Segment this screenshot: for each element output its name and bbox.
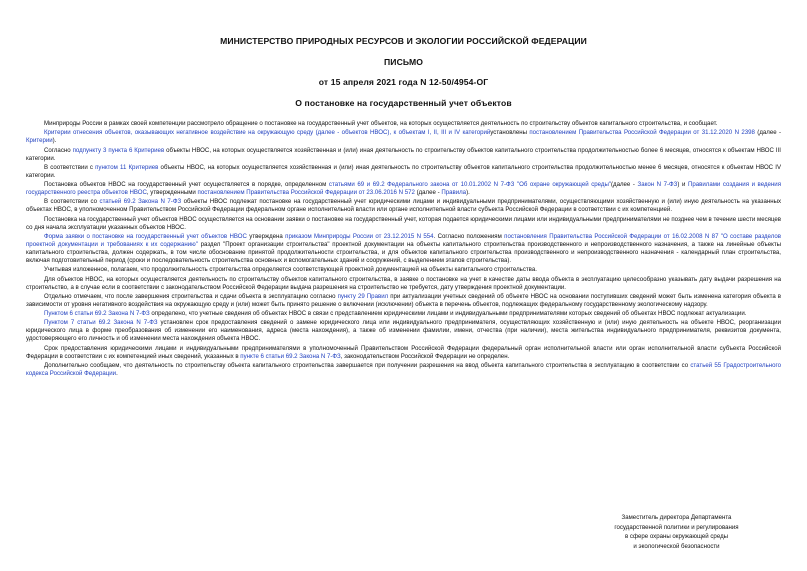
paragraph	[26, 129, 781, 145]
paragraph-text: В соответствии с	[44, 163, 96, 171]
paragraph-text: В соответствии со	[44, 198, 100, 206]
document-link[interactable]: Критерии отнесения объектов, оказывающих негативное воздействие на окружающую среду (далее - объектов НВОС), к объектам I, II, III и IV категорий	[44, 129, 491, 137]
paragraph-text: Постановка на государственный учет объектов НВОС осуществляется на основании заявки о постановке на государственный учет, которая подается юридическими лицами или индивидуальными предпринимателями не позднее чем в течение шести месяцев со дня начала эксплуатации указанных объектов НВОС.	[26, 215, 781, 231]
document-title: О постановке на государственный учет объектов	[295, 98, 512, 108]
paragraph	[26, 120, 781, 128]
signature-line: в сфере охраны окружающей среды	[624, 533, 729, 541]
paragraph-text: ).	[52, 137, 57, 145]
document-link[interactable]: подпункту 3 пункта 6 Критериев	[72, 146, 165, 154]
document-link[interactable]: приказом Минприроды России от 23.12.2015 N 554	[285, 232, 434, 240]
paragraph-text: (далее -	[611, 181, 638, 189]
document-link[interactable]: статьей 69.2 Закона N 7-ФЗ	[99, 198, 182, 206]
paragraph-text: утверждена	[246, 232, 286, 240]
paragraph	[26, 233, 781, 265]
paragraph-text: раздел "Проект организации строительства" проектной документации на объекты капитального строительства производственного и непроизводственного назначения, а также на линейные объекты капитального строительства, должен содержать, в том числе обоснование принятой продолжительности строительства, и для объектов капитального строительства производственного и непроизводственного назначения - календарный план строительства, включая подготовительный период (сроки и последовательность строительства основных и вспомогательных зданий и сооружений, с выделением этапов строительства).	[26, 240, 781, 265]
paragraph	[26, 310, 781, 318]
paragraph-text: Дополнительно сообщаем, что деятельность по строительству объекта капитального строительства завершается при получении разрешения на ввод объекта капитального строительства в эксплуатацию в соответствии со	[44, 361, 691, 369]
paragraph-text: определено, что учетные сведения об объектах НВОС в связи с представлением юридическими лицами и индивидуальными предпринимателями которых сведений об объектах НВОС подлежат актуализации.	[149, 310, 747, 318]
paragraph-text: установлен срок предоставления сведений о замене юридического лица или индивидуального предпринимателя, осуществляющих хозяйственную и (или) иную деятельность на объекте НВОС, реорганизации юридического лица в форме преобразования об изменении его наименования, адреса (места нахождения), а также об изменении фамилии, имени, отчества (при наличии), места жительства индивидуального предпринимателя, реквизитов документа, удостоверяющего его личность и об изменении места нахождения объекта НВОС.	[26, 319, 781, 343]
signature-line: и экологической безопасности	[633, 542, 720, 550]
document-link[interactable]: пунктом 11 Критериев	[95, 163, 159, 171]
paragraph	[26, 216, 781, 232]
signature-line: Заместитель директора Департамента	[621, 514, 732, 521]
document-type: ПИСЬМО	[384, 57, 423, 67]
document-link[interactable]: Пунктом 7 статьи 69.2 Закона N 7-ФЗ	[44, 319, 158, 327]
signature-block	[599, 513, 754, 551]
paragraph-text: объекты НВОС, на которых осуществляется хозяйственная и (или) иная деятельность по строительству объектов капитального строительства продолжительностью менее 6 месяцев, относятся к объектам НВОС IV категории.	[26, 163, 782, 179]
paragraph	[26, 345, 781, 361]
ministry-header: МИНИСТЕРСТВО ПРИРОДНЫХ РЕСУРСОВ И ЭКОЛОГИИ РОССИЙСКОЙ ФЕДЕРАЦИИ	[220, 36, 587, 46]
paragraph-text: , законодательством Российской Федерации не определен.	[340, 352, 510, 360]
paragraph-text: ) и	[677, 181, 688, 189]
paragraph-text: (далее -	[414, 189, 442, 197]
paragraph	[26, 181, 781, 197]
paragraph	[26, 293, 781, 309]
paragraph	[26, 276, 781, 292]
paragraph	[26, 266, 781, 274]
paragraph-text: объекты НВОС, на которых осуществляется хозяйственная и (или) иная деятельность по строительству объектов капитального строительства продолжительностью более 6 месяцев, относятся к объектам НВОС III категории.	[26, 146, 781, 162]
document-date-number: от 15 апреля 2021 года N 12-50/4954-ОГ	[318, 77, 489, 87]
document-link[interactable]: постановлением Правительства Российской Федерации от 23.06.2016 N 572	[197, 189, 415, 197]
document-link[interactable]: Форма заявки о постановке на государственный учет объектов НВОС	[44, 232, 247, 240]
paragraph-text: Срок предоставления юридическими лицами и индивидуальными предпринимателями в уполномоченный Правительством Российской Федерации федеральный орган исполнительной власти или орган исполнительной власти субъекта Российской Федерации в соответствии с их компетенцией иных сведений, указанных в	[26, 344, 781, 360]
paragraph-text: Согласно	[44, 146, 73, 154]
document-body	[26, 120, 781, 378]
document-link[interactable]: Правила	[441, 189, 467, 197]
document-link[interactable]: Закон N 7-ФЗ	[637, 181, 678, 189]
paragraph	[26, 198, 781, 214]
paragraph-text: Постановка объектов НВОС на государственный учет осуществляется в порядке, определенном	[44, 181, 329, 189]
paragraph-text: ).	[466, 189, 470, 197]
paragraph-text: Отдельно отмечаем, что после завершения строительства и сдачи объекта в эксплуатацию согласно	[44, 292, 338, 300]
document-link[interactable]: Критерии	[26, 137, 53, 145]
paragraph-text: .	[116, 369, 118, 377]
paragraph	[26, 319, 781, 343]
document-link[interactable]: Правилами создания и ведения государственного реестра объектов НВОС	[26, 181, 781, 197]
paragraph	[26, 164, 781, 180]
paragraph-text: (далее -	[754, 129, 781, 137]
document-link[interactable]: пункте 6 статьи 69.2 Закона N 7-ФЗ	[240, 352, 341, 360]
paragraph	[26, 147, 781, 163]
paragraph-text: Для объектов НВОС, на которых осуществляется деятельность по строительству объектов капитального строительства, в заявке о постановке на учет в качестве даты ввода объекта в эксплуатацию целесообразно указывать дату выдачи разрешения на строительство, а в случае если в соответствии с законодательством Российской Федерации выдача разрешения на строительство не требуется, дату утверждения проектной документации.	[26, 275, 781, 291]
document-link[interactable]: статьей 55 Градостроительного кодекса Российской Федерации	[26, 361, 781, 377]
document-link[interactable]: статьями 69 и 69.2 Федерального закона от 10.01.2002 N 7-ФЗ "Об охране окружающей среды"	[328, 181, 612, 189]
signature-line: государственной политики и регулирования	[614, 523, 739, 531]
document-link[interactable]: постановления Правительства Российской Федерации от 16.02.2008 N 87 "О составе разделов проектной документации и требованиях к их содержанию"	[26, 232, 781, 248]
paragraph-text: , утвержденными	[146, 189, 198, 197]
paragraph	[26, 362, 781, 378]
paragraph-text: Минприроды России в рамках своей компетенции рассмотрело обращение о постановке на государственный учет объектов, на которых осуществляется деятельность по строительству объектов капитального строительства, и сообщает.	[44, 120, 718, 127]
paragraph-text: установлены	[490, 129, 530, 137]
paragraph-text: объекты НВОС подлежат постановке на государственный учет юридическими лицами и индивидуальными предпринимателями, осуществляющими хозяйственную и (или) иную деятельность на указанных объектах НВОС, в уполномоченном Правительством Российской Федерации федеральном органе исполнительной власти или органе исполнительной власти субъекта Российской Федерации в соответствии с их компетенцией.	[26, 198, 781, 214]
document-link[interactable]: пункту 29 Правил	[337, 292, 389, 300]
paragraph-text: Учитывая изложенное, полагаем, что продолжительность строительства определяется соответствующей проектной документацией на объекты капитального строительства.	[44, 266, 537, 274]
paragraph-text: . Согласно положениям	[433, 232, 505, 240]
document-link[interactable]: Пунктом 6 статьи 69.2 Закона N 7-ФЗ	[44, 310, 150, 318]
document-link[interactable]: постановлением Правительства Российской Федерации от 31.12.2020 N 2398	[529, 129, 755, 137]
paragraph-text: при актуализации учетных сведений об объекте НВОС на основании поступивших сведений может быть изменена категория объекта в зависимости от уровня негативного воздействия на окружающую среду и (или) может быть принято решение о включении (исключении) объекта в перечень объектов, подлежащих федеральному государственному экологическому надзору.	[26, 292, 782, 308]
